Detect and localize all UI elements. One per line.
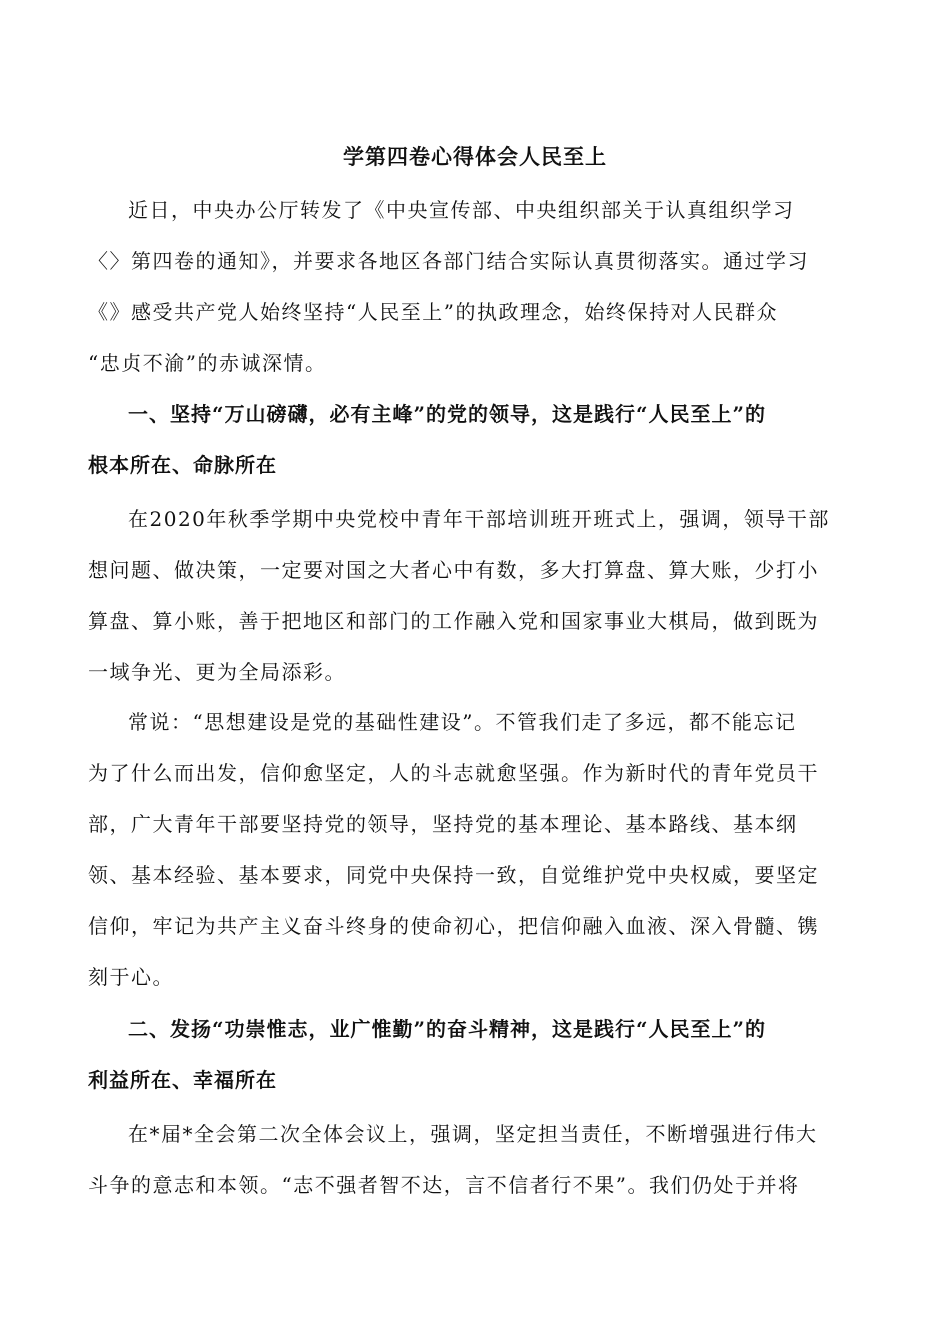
heading-line: 根本所在、命脉所在 — [88, 453, 277, 477]
text-line: 在*届*全会第二次全体会议上，强调，坚定担当责任，不断增强进行伟大 — [128, 1122, 818, 1146]
section-heading-1 — [88, 389, 858, 491]
text-line: 斗争的意志和本领。“志不强者智不达，言不信者行不果”。我们仍处于并将 — [88, 1173, 800, 1197]
heading-line: 二、发扬“功崇惟志，业广惟勤”的奋斗精神，这是践行“人民至上”的 — [128, 1017, 767, 1041]
text-line: 想问题、做决策，一定要对国之大者心中有数，多大打算盘、算大账，少打小 — [88, 558, 819, 582]
text-line: 〈〉第四卷的通知》，并要求各地区各部门结合实际认真贯彻落实。通过学习 — [88, 249, 809, 273]
text-line: “忠贞不渝”的赤诚深情。 — [88, 351, 327, 375]
paragraph-4 — [88, 1109, 858, 1211]
text-line: 算盘、算小账，善于把地区和部门的工作融入党和国家事业大棋局，做到既为 — [88, 609, 819, 633]
text-line: 部，广大青年干部要坚持党的领导，坚持党的基本理论、基本路线、基本纲 — [88, 812, 798, 836]
heading-line: 利益所在、幸福所在 — [88, 1068, 277, 1092]
paragraph-intro — [88, 185, 858, 389]
text-line: 信仰，牢记为共产主义奋斗终身的使命初心，把信仰融入血液、深入骨髓、镌 — [88, 914, 819, 938]
heading-line: 一、坚持“万山磅礴，必有主峰”的党的领导，这是践行“人民至上”的 — [128, 402, 767, 426]
text-line: 一域争光、更为全局添彩。 — [88, 660, 346, 684]
document-title: 学第四卷心得体会人民至上 — [343, 144, 607, 169]
text-line: 在2020年秋季学期中央党校中青年干部培训班开班式上，强调，领导干部 — [128, 507, 830, 531]
text-line: 常说：“思想建设是党的基础性建设”。不管我们走了多远，都不能忘记 — [128, 710, 797, 734]
paragraph-2 — [88, 494, 858, 698]
text-line: 领、基本经验、基本要求，同党中央保持一致，自觉维护党中央权威，要坚定 — [88, 863, 819, 887]
text-line: 《》感受共产党人始终坚持“人民至上”的执政理念，始终保持对人民群众 — [88, 300, 778, 324]
paragraph-3 — [88, 697, 858, 1003]
text-line: 刻于心。 — [88, 965, 174, 989]
section-heading-2 — [88, 1004, 858, 1106]
text-line: 近日，中央办公厅转发了《中央宣传部、中央组织部关于认真组织学习 — [128, 198, 795, 222]
text-line: 为了什么而出发，信仰愈坚定，人的斗志就愈坚强。作为新时代的青年党员干 — [88, 761, 819, 785]
